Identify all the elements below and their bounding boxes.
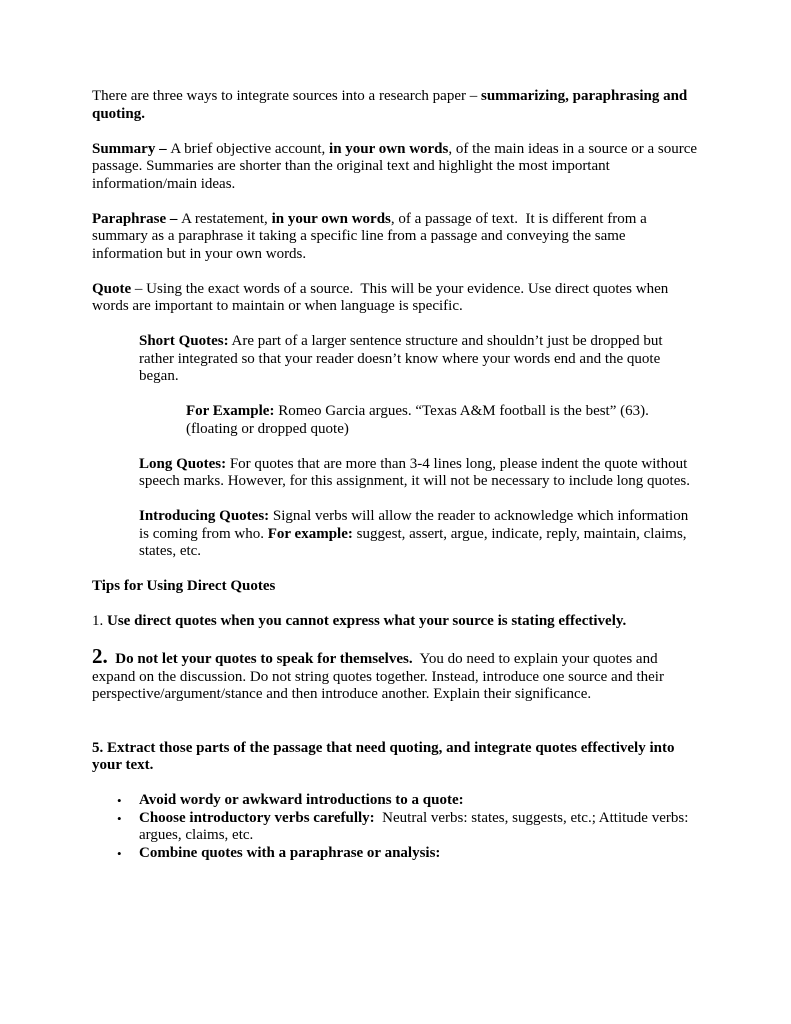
bullet-marker: • (117, 845, 122, 861)
bullet-marker: • (117, 810, 122, 826)
paragraph-paraphrase: Paraphrase – A restatement, in your own words, of a passage of text. It is different from a summary as a paraphrase it taking a specific line from a passage and conveying the same information but in your own words. (92, 210, 651, 262)
paragraph-long-quotes: Long Quotes: For quotes that are more than 3-4 lines long, please indent the quote without speech marks. However, for this assignment, it will not be necessary to include long quotes. (139, 455, 691, 489)
bullet-text: Combine quotes with a paraphrase or analysis: (139, 844, 441, 861)
paragraph-intro: There are three ways to integrate sources into a research paper – summarizing, paraphrasing and quoting. (92, 88, 692, 122)
paragraph-tip-2: 2. Do not let your quotes to speak for themselves. You do need to explain your quotes and expand on the discussion. Do not string quotes together. Instead, introduce one source and their perspective/argument/stance and then introduce another. Explain their significance. (92, 644, 668, 702)
bullet-list (92, 792, 700, 862)
bullet-item (92, 810, 700, 845)
paragraph-tip-5: 5. Extract those parts of the passage that need quoting, and integrate quotes effectively into your text. (92, 739, 679, 773)
paragraph-quote: Quote – Using the exact words of a source. This will be your evidence. Use direct quotes when words are important to maintain or when language is specific. (92, 280, 672, 314)
paragraph-for-example: For Example: Romeo Garcia argues. “Texas A&M football is the best” (63). (floating or dropped quote) (186, 403, 657, 437)
bullet-item (92, 792, 700, 810)
bullet-marker: • (117, 793, 122, 808)
paragraph-tip-1: 1. Use direct quotes when you cannot express what your source is stating effectively. (92, 613, 627, 629)
document-body (92, 88, 700, 862)
paragraph-short-quotes: Short Quotes: Are part of a larger sentence structure and shouldn’t just be dropped but rather integrated so that your reader doesn’t know where your words end and the quote began. (139, 333, 667, 384)
heading-tips: Tips for Using Direct Quotes (92, 578, 276, 594)
paragraph-summary: Summary – A brief objective account, in your own words, of the main ideas in a source or a source passage. Summaries are shorter than the original text and highlight the most important information/main ideas. (92, 140, 701, 192)
bullet-text: Avoid wordy or awkward introductions to a quote: (139, 792, 464, 808)
paragraph-introducing-quotes: Introducing Quotes: Signal verbs will allow the reader to acknowledge which information is coming from who. For example: suggest, assert, argue, indicate, reply, maintain, claims, states, etc. (139, 508, 692, 559)
bullet-item (92, 845, 700, 863)
bullet-text: Choose introductory verbs carefully: Neutral verbs: states, suggests, etc.; Attitude verbs: argues, claims, etc. (139, 809, 693, 843)
